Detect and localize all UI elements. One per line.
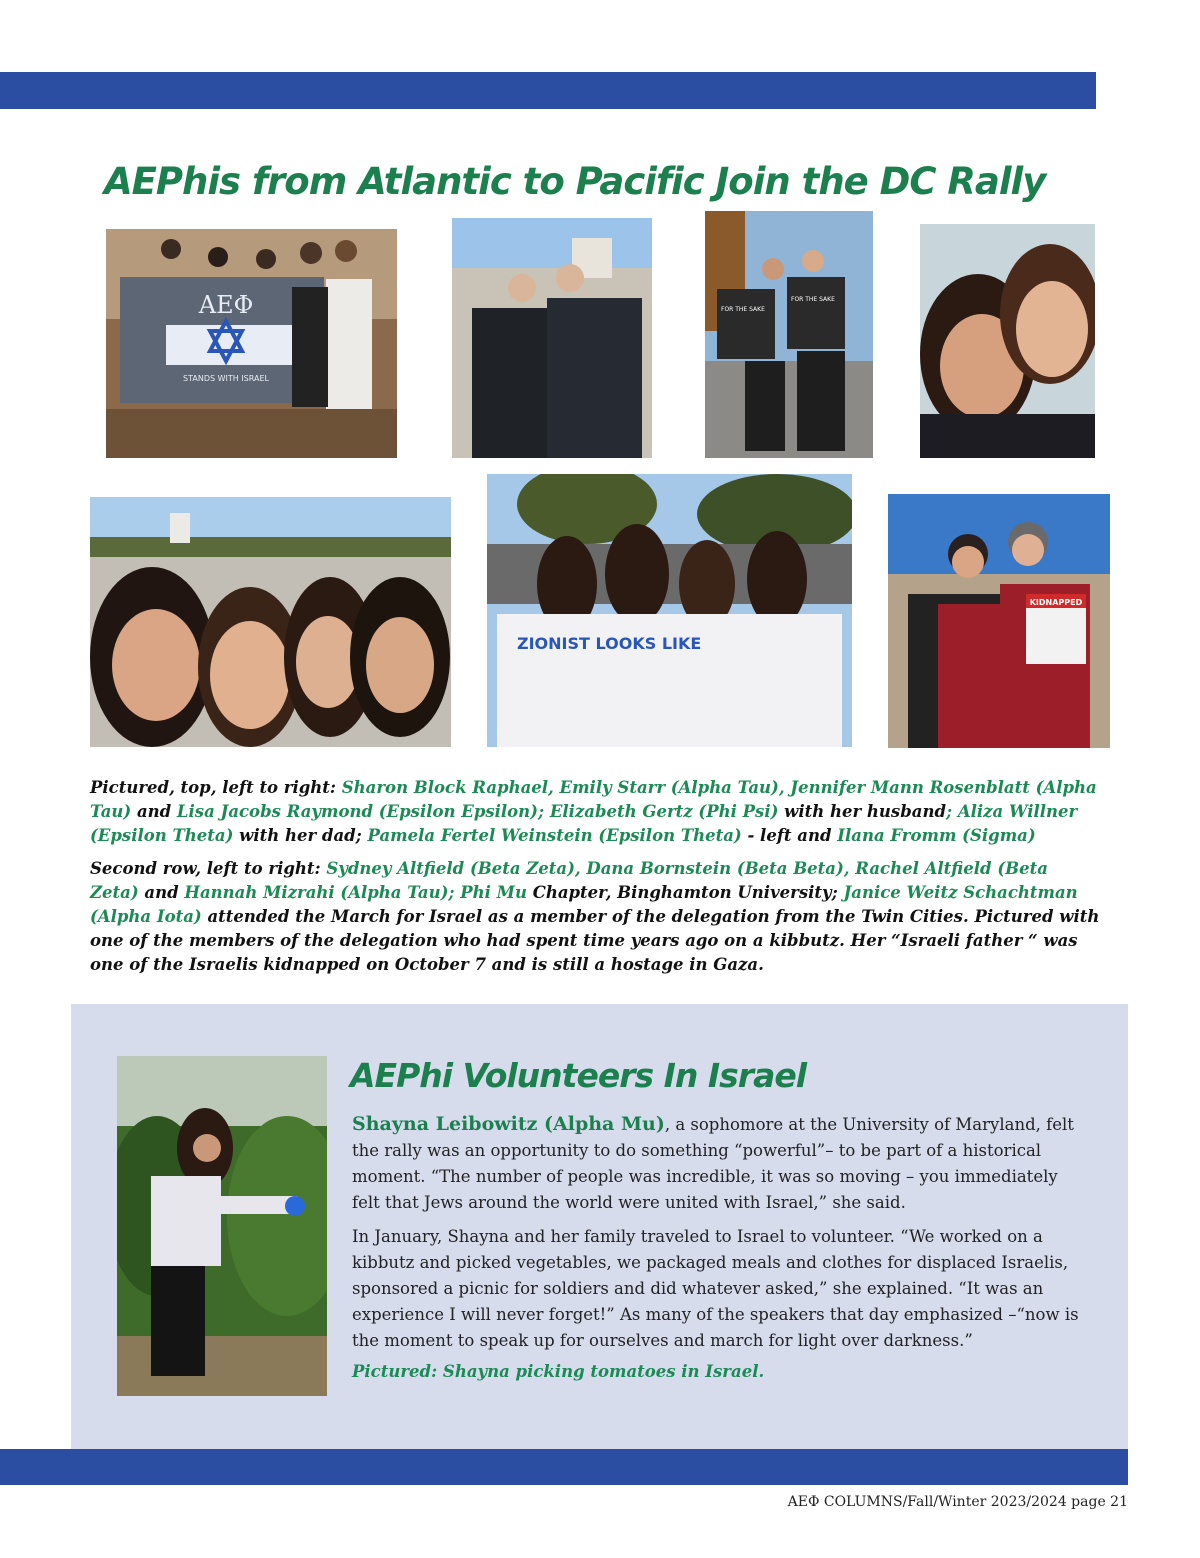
photo-signs-pair xyxy=(705,211,873,458)
caption-top-row: Pictured, top, left to right: Sharon Block Raphael, Emily Starr (Alpha Tau), Jennifer Mann Rosenblatt (Alpha Tau) and Lisa Jacobs Raymond (Epsilon Epsilon); Elizabeth Gertz (Phi Psi) with her husband; Aliza Willner (Epsilon Theta) with her dad; Pamela Fertel Weinstein (Epsilon Theta) - left and Ilana Fromm (Sigma) xyxy=(90,778,1097,845)
photo-zionist-shirts xyxy=(487,474,852,747)
photo-tomato-picking xyxy=(117,1056,327,1396)
flag-text: STANDS WITH ISRAEL xyxy=(183,374,269,383)
photo-four-selfie xyxy=(90,497,451,747)
shirt-text: ZIONIST LOOKS LIKE xyxy=(517,634,702,653)
svg-text:FOR THE SAKE: FOR THE SAKE xyxy=(721,306,765,313)
photo-couple-capitol xyxy=(452,218,652,458)
photo-kidnapped-sign xyxy=(888,494,1110,748)
page-headline: AEPhis from Atlantic to Pacific Join the DC Rally xyxy=(104,160,1046,203)
volunteer-paragraph-1: Shayna Leibowitz (Alpha Mu), a sophomore at the University of Maryland, felt the rally was an opportunity to do something “powerful”– to be part of a historical moment. “The number of people was incredible, it was so moving – you immediately felt that Jews around the world were united with Israel,” she said. xyxy=(352,1113,1074,1212)
volunteer-headline: AEPhi Volunteers In Israel xyxy=(350,1056,807,1095)
page-footer: ΑΕΦ COLUMNS/Fall/Winter 2023/2024 page 21 xyxy=(787,1494,1128,1510)
svg-text:FOR THE SAKE: FOR THE SAKE xyxy=(791,296,835,303)
photo-selfie-pair xyxy=(920,224,1095,458)
volunteer-photo-caption: Pictured: Shayna picking tomatoes in Israel. xyxy=(352,1362,765,1381)
caption-second-row: Second row, left to right: Sydney Altfield (Beta Zeta), Dana Bornstein (Beta Beta), Rachel Altfield (Beta Zeta) and Hannah Mizrahi (Alpha Tau); Phi Mu Chapter, Binghamton University; Janice Weitz Schachtman (Alpha Iota) attended the March for Israel as a member of the delegation from the Twin Cities. Pictured with one of the members of the delegation who had spent time years ago on a kibbutz. Her “Israeli father “ was one of the Israelis kidnapped on October 7 and is still a hostage in Gaza. xyxy=(90,859,1100,974)
photo-flag-group xyxy=(106,229,397,458)
bottom-banner-bar xyxy=(0,1449,1128,1485)
flag-letters: ΑΕΦ xyxy=(198,291,254,319)
volunteer-paragraph-2: In January, Shayna and her family traveled to Israel to volunteer. “We worked on a kibbutz and picked vegetables, we packaged meals and clothes for displaced Israelis, sponsored a picnic for soldiers and did whatever asked,” she explained. “It was an experience I will never forget!” As many of the speakers that day emphasized –“now is the moment to speak up for ourselves and march for light over darkness.” xyxy=(352,1227,1079,1350)
top-banner-bar xyxy=(0,72,1096,109)
sign-text: KIDNAPPED xyxy=(1029,598,1083,607)
